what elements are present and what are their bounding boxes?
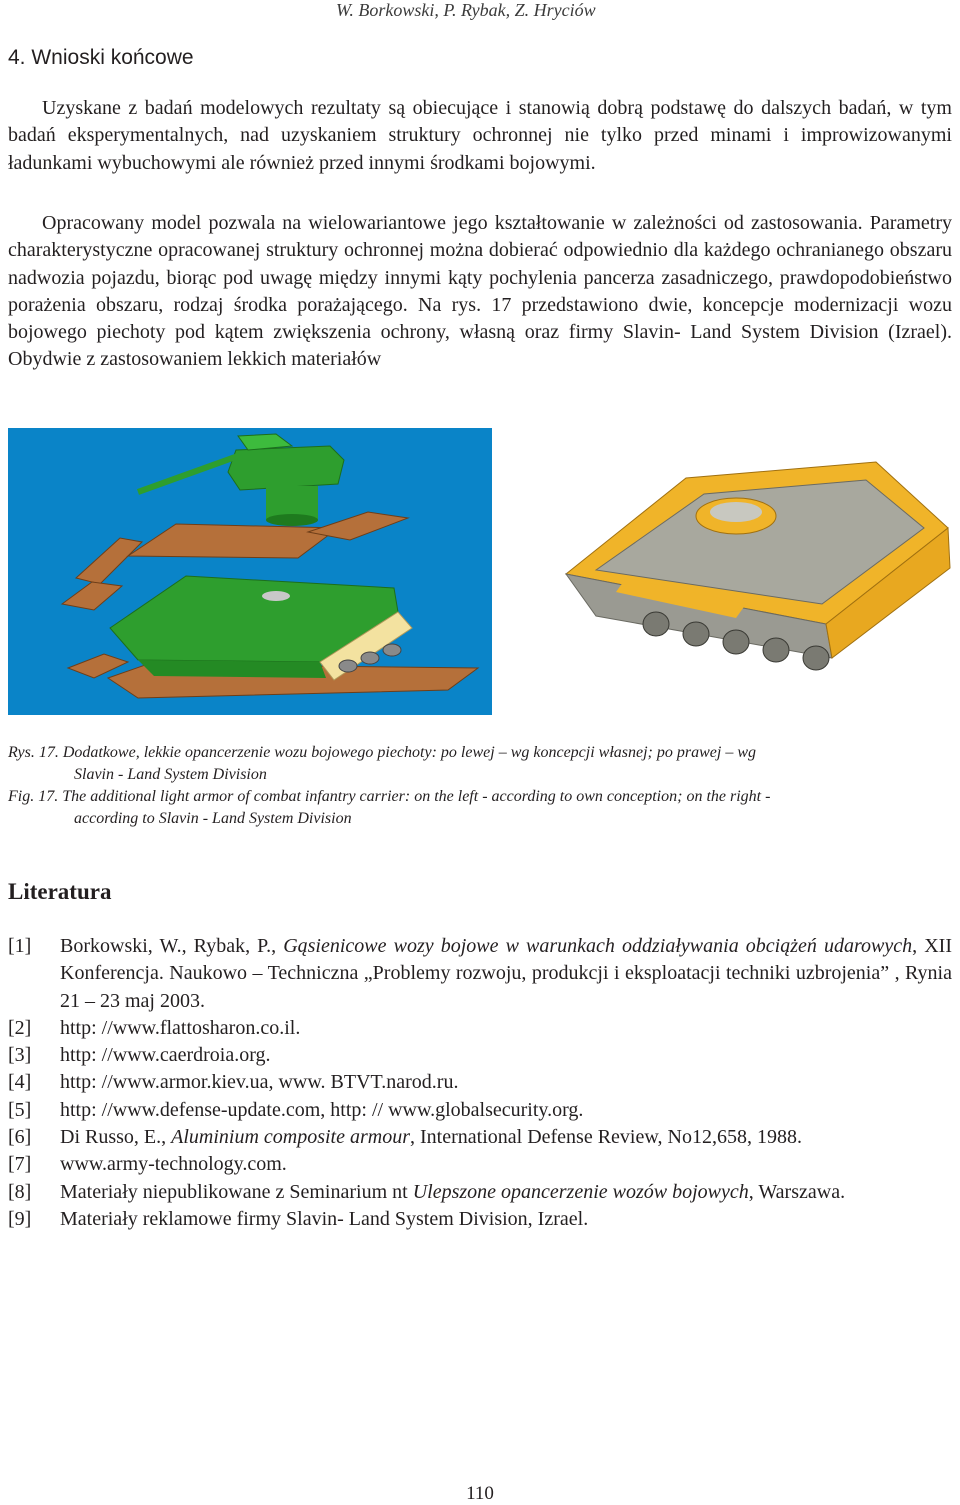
reference-item (8, 1124, 952, 1151)
reference-author: Borkowski, W., Rybak, P., (60, 935, 284, 957)
reference-item (8, 1206, 952, 1233)
figure-caption-polish (8, 742, 952, 786)
paragraph-2 (8, 210, 952, 374)
reference-number: [3] (8, 1044, 32, 1067)
reference-text (60, 1179, 952, 1206)
figure-caption-english (8, 786, 952, 830)
reference-title: Ulepszone opancerzenie wozów bojowych (412, 1180, 749, 1203)
reference-author: Materiały niepublikowane z Seminarium nt (60, 1180, 413, 1203)
page-number: 110 (466, 1483, 494, 1504)
reference-text: http: //www.defense-update.com, http: // www.globalsecurity.org. (60, 1098, 584, 1121)
reference-text (60, 933, 952, 1015)
reference-title: Aluminium composite armour (171, 1126, 411, 1149)
reference-details: , International Defense Review, No12,658, 1988. (410, 1126, 802, 1149)
paragraph-text: Uzyskane z badań modelowych rezultaty są obiecujące i stanowią dobrą podstawę do dalszych badań, w tym badań eksperymentalnych, nad uzyskaniem struktury ochronnej nie tylko przed minami i improwizowanymi ładunkami wybuchowymi ale również przed innymi środkami bojowymi. (8, 97, 952, 174)
reference-list (8, 933, 952, 1233)
paragraph-1 (8, 95, 952, 177)
reference-details: , Warszawa. (748, 1180, 846, 1203)
reference-text: www.army-technology.com. (60, 1153, 287, 1176)
reference-author: Di Russo, E., (60, 1126, 172, 1149)
reference-text: http: //www.caerdroia.org. (60, 1044, 271, 1067)
reference-text: http: //www.flattosharon.co.il. (60, 1016, 301, 1039)
vehicle-turret (696, 498, 776, 534)
reference-number: [7] (8, 1153, 32, 1176)
references-heading: Literatura (8, 879, 112, 904)
section-heading: 4. Wnioski końcowe (8, 46, 194, 69)
reference-item (8, 1097, 952, 1124)
reference-title: Gąsienicowe wozy bojowe w warunkach oddziaływania obciążeń udarowych (283, 935, 913, 957)
reference-number: [4] (8, 1071, 32, 1094)
reference-number: [8] (8, 1180, 32, 1203)
reference-number: [9] (8, 1207, 32, 1230)
reference-item (8, 1151, 952, 1178)
reference-item (8, 1069, 952, 1096)
figure-left-exploded-armor-model (8, 428, 492, 715)
reference-item (8, 933, 952, 1015)
reference-text: http: //www.armor.kiev.ua, www. BTVT.narod.ru. (60, 1071, 459, 1094)
reference-number: [5] (8, 1098, 32, 1121)
running-header: W. Borkowski, P. Rybak, Z. Hryciów (336, 0, 596, 20)
reference-number: [1] (8, 935, 32, 957)
reference-item (8, 1015, 952, 1042)
reference-item (8, 1179, 952, 1206)
caption-line: Fig. 17. The additional light armor of combat infantry carrier: on the left - according to own conception; on the right - (8, 788, 771, 805)
reference-number: [6] (8, 1126, 32, 1149)
reference-number: [2] (8, 1016, 32, 1039)
caption-line: according to Slavin - Land System Division (74, 810, 352, 827)
figure-right-slavin-concept (536, 428, 954, 728)
reference-item (8, 1042, 952, 1069)
paragraph-text: Opracowany model pozwala na wielowariantowe jego kształtowanie w zależności od zastosowania. Parametry charakterystyczne opracowanej struktury ochronnej można dobierać odpowiednio dla każdego ochranianego obszaru nadwozia pojazdu, biorąc pod uwagę między innymi kąty pochylenia pancerza zasadniczego, prawdopodobieństwo porażenia obszaru, rodzaj środka porażającego. Na rys. 17 przedstawiono dwie, koncepcje modernizacji wozu bojowego piechoty pod kątem zwiększenia ochrony, własną oraz firmy Slavin- Land System Division (Izrael). Obydwie z zastosowaniem lekkich materiałów (8, 212, 952, 371)
caption-line: Rys. 17. Dodatkowe, lekkie opancerzenie wozu bojowego piechoty: po lewej – wg koncepcji własnej; po prawej – wg (8, 744, 756, 761)
reference-text: Materiały reklamowe firmy Slavin- Land System Division, Izrael. (60, 1207, 589, 1230)
reference-details: , XII Konferencja. Naukowo – Techniczna „Problemy rozwoju, produkcji i eksploatacji techniki uzbrojenia” , Rynia 21 – 23 maj 2003. (60, 935, 952, 1012)
reference-text (60, 1124, 952, 1151)
caption-line: Slavin - Land System Division (74, 766, 267, 783)
